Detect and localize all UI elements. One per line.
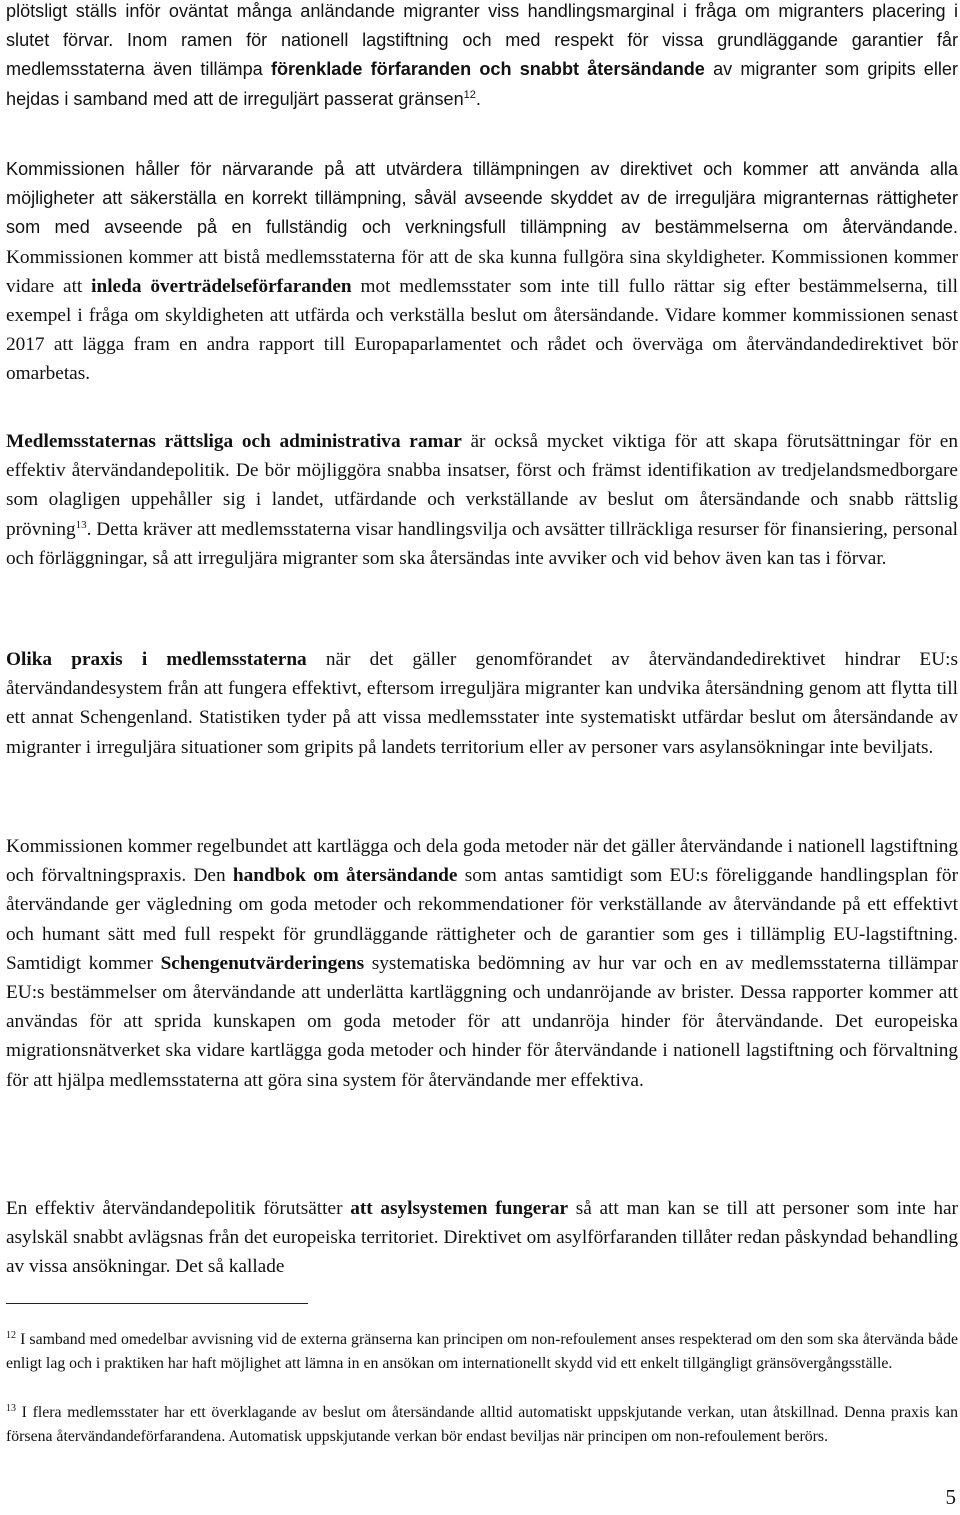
paragraph-1 (6, 0, 958, 114)
footnote-ref-13[interactable]: 13 (75, 518, 87, 531)
paragraph-4-text: när det gäller genomförandet av återvändandedirektivet hindrar EU:s återvändandesystem från att fungera effektivt, eftersom irreguljära migranter kan undvika återsändning genom att flytta till ett annat Schengenland. Statistiken tyder på att vissa medlemsstater inte systematiskt utfärdar beslut om återsändande av migranter i irreguljära situationer som gripits på landets territorium eller av personer vars asylansökningar inte beviljats. (6, 649, 958, 758)
emphasis-handbok: handbok om återsändande (232, 865, 458, 887)
footnote-number: 13 (6, 1403, 16, 1414)
paragraph-2-text-c: mot medlemsstater som inte till fullo rättar sig efter bestämmelserna, till exempel i fråga om skyldigheten att utfärda och verkställa beslut om återsändande. Vidare kommer kommissionen senast 2017 att lägga fram en andra rapport till Europaparlamentet och rådet och överväga om återvändandedirektivet bör omarbetas. (6, 275, 958, 385)
page-number: 5 (945, 1485, 956, 1509)
emphasis-forenklade-forfaranden: förenklade förfaranden och snabbt återsändande (270, 59, 705, 80)
paragraph-3-text-b: . Detta kräver att medlemsstaterna visar handlingsvilja och avsätter tillräckliga resurser för finansiering, personal och förläggningar, så att irreguljära migranter som ska återsändas inte avviker och vid behov även kan tas i förvar. (6, 518, 958, 569)
footnote-13 (6, 1401, 958, 1450)
paragraph-2-text-a: Kommissionen håller för närvarande på att utvärdera tillämpningen av direktivet och kommer att använda alla möjligheter att säkerställa en korrekt tillämpning, såväl avseende skyddet av de irreguljära migranternas rättigheter som med avseende på en fullständig och verkningsfull tillämpning av bestämmelserna om återvändande. (6, 159, 958, 238)
footnote-text: I flera medlemsstater har ett överklagande av beslut om återsändande alltid automatiskt uppskjutande verkan, utan åtskillnad. Denna praxis kan försena återvändandeförfarandena. Automatisk uppskjutande verkan bör endast beviljas när principen om non-refoulement berörs. (6, 1404, 958, 1446)
paragraph-2 (6, 155, 958, 389)
emphasis-olika-praxis: Olika praxis i medlemsstaterna (6, 649, 307, 670)
footnote-12 (6, 1328, 958, 1377)
emphasis-overtradelseforfaranden: inleda överträdelseförfaranden (91, 275, 352, 297)
paragraph-1-text-c: . (475, 88, 481, 109)
footnote-ref-12[interactable]: 12 (463, 88, 476, 101)
paragraph-6-text-b: så att man kan se till att personer som inte har asylskäl snabbt avlägsnas från det europeiska territoriet. Direktivet om asylförfaranden tillåter redan påskyndad behandling av vissa ansökningar. Det så kallade (6, 1198, 958, 1278)
footnote-text: I samband med omedelbar avvisning vid de externa gränserna kan principen om non-refoulement anses respekterad om den som ska återvända både enligt lag och i praktiken har haft möjlighet att lämna in en ansökan om internationellt skydd vid ett enkelt tillgängligt gränsövergångsställe. (6, 1331, 958, 1373)
emphasis-asylsystemen: att asylsystemen fungerar (350, 1198, 569, 1219)
paragraph-5-text-a: Kommissionen kommer regelbundet att kartlägga och dela goda metoder när det gäller återvändande i nationell lagstiftning och förvaltningspraxis. Den (6, 836, 958, 887)
emphasis-rattsliga-ramar: Medlemsstaternas rättsliga och administrativa ramar (6, 431, 462, 452)
paragraph-4 (6, 645, 958, 762)
paragraph-6-text-a: En effektiv återvändandepolitik förutsätter (6, 1198, 351, 1219)
paragraph-1-text-a: plötsligt ställs inför oväntat många anländande migranter viss handlingsmarginal i fråga om migranters placering i slutet förvar. Inom ramen för nationell lagstiftning och med respekt för vissa grundläggande garantier får medlemsstaterna även tillämpa (6, 1, 958, 80)
footnote-number: 12 (6, 1330, 16, 1341)
paragraph-3 (6, 427, 958, 573)
paragraph-5-text-b: som antas samtidigt som EU:s föreliggande handlingsplan för återvändande ger vägledning om goda metoder och rekommendationer för verkställande av återvändande på ett effektivt och humant sätt med full respekt för grundläggande rättigheter och de garantier som ges i tillämplig EU-lagstiftning. Samtidigt kommer (6, 865, 958, 974)
paragraph-1-text-b: av migranter som gripits eller hejdas i samband med att de irreguljärt passerat gränsen (6, 59, 958, 109)
footnote-separator (6, 1303, 308, 1304)
paragraph-3-text-a: är också mycket viktiga för att skapa förutsättningar för en effektiv återvändandepolitik. De bör möjliggöra snabba insatser, först och främst identifikation av tredjelandsmedborgare som olagligen uppehåller sig i landet, utfärdande och verkställande av beslut om återsändande och snabb rättslig prövning (6, 431, 958, 540)
paragraph-5 (6, 832, 958, 1095)
paragraph-6 (6, 1194, 958, 1282)
paragraph-5-text-c: systematiska bedömning av hur var och en av medlemsstaterna tillämpar EU:s bestämmelser om återvändande att underlätta kartläggning och undanröjande av brister. Dessa rapporter kommer att användas för att sprida kunskapen om goda metoder för att undanröja hinder för återvändande. Det europeiska migrationsnätverket ska vidare kartlägga goda metoder och hinder för återvändande i nationell lagstiftning och förvaltning för att hjälpa medlemsstaterna att göra sina system för återvändande mer effektiva. (6, 952, 958, 1091)
emphasis-schengenutvarderingens: Schengenutvärderingens (160, 952, 365, 974)
paragraph-2-text-b: Kommissionen kommer att bistå medlemsstaterna för att de ska kunna fullgöra sina skyldigheter. Kommissionen kommer vidare att (6, 246, 958, 297)
